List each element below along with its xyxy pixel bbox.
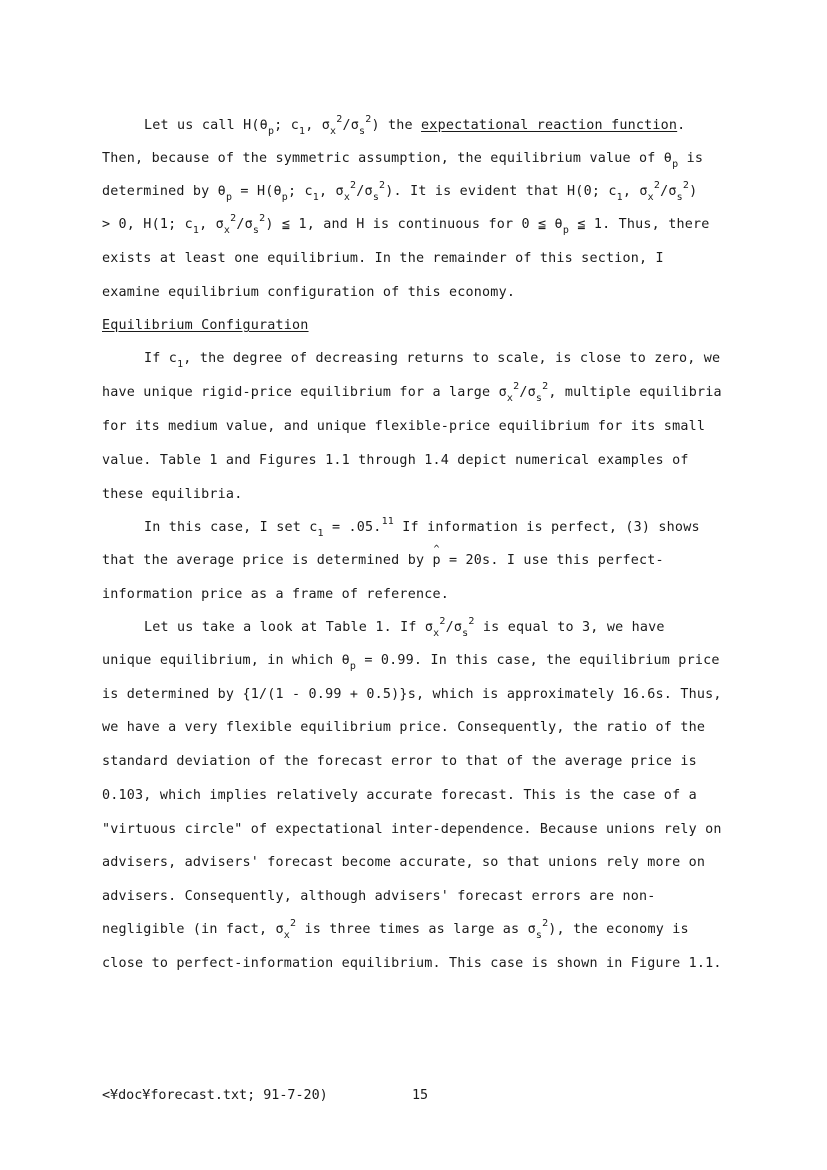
paragraph-2-line-4: value. Table 1 and Figures 1.1 through 1.4 depict numerical examples of xyxy=(102,453,689,468)
page-number: 15 xyxy=(412,1088,429,1103)
section-heading: Equilibrium Configuration xyxy=(102,318,309,333)
paragraph-1-line-5: exists at least one equilibrium. In the remainder of this section, I xyxy=(102,251,664,266)
defined-term: expectational reaction function xyxy=(421,118,678,133)
paragraph-3-line-1: In this case, I set $c_1 = .05.11$ If information is perfect, (3) shows xyxy=(144,516,700,539)
paragraph-1-line-4: > 0, H(1; $c_1$, $\sigma_x^2/\sigma_s^2$) ≦ 1, and H is continuous for 0 ≦ $\theta_p$ ≦ 1. Thus, there xyxy=(102,213,710,236)
paragraph-4-line-8: advisers, advisers' forecast become accurate, so that unions rely more on xyxy=(102,855,706,870)
footer-source: <¥doc¥forecast.txt; 91-7-20) xyxy=(102,1088,328,1103)
paragraph-4-line-7: "virtuous circle" of expectational inter-dependence. Because unions rely on xyxy=(102,822,722,837)
paragraph-4-line-3: is determined by {1/(1 - 0.99 + 0.5)}s, which is approximately 16.6s. Thus, xyxy=(102,687,722,702)
paragraph-2-line-1: If $c_1$, the degree of decreasing returns to scale, is close to zero, we xyxy=(144,351,721,370)
paragraph-4-line-9: advisers. Consequently, although advisers' forecast errors are non- xyxy=(102,889,656,904)
paragraph-4-line-4: we have a very flexible equilibrium price. Consequently, the ratio of the xyxy=(102,720,706,735)
paragraph-1-line-2: Then, because of the symmetric assumption, the equilibrium value of $\theta_p$ is xyxy=(102,151,704,170)
paragraph-4-line-11: close to perfect-information equilibrium. This case is shown in Figure 1.1. xyxy=(102,956,722,971)
paragraph-2-line-2: have unique rigid-price equilibrium for a large $\sigma_x^2/\sigma_s^2$, multiple equilibria xyxy=(102,381,722,404)
footnote-marker: 11 xyxy=(381,516,395,527)
paragraph-2-line-3: for its medium value, and unique flexible-price equilibrium for its small xyxy=(102,419,706,434)
paragraph-1-line-3: determined by $\theta_p = H(\theta_p$; $c_1$, $\sigma_x^2/\sigma_s^2$). It is evident that H(0; $c_1$, $\sigma_x^2/\sigma_s^2$) xyxy=(102,180,698,203)
paragraph-4-line-10: negligible (in fact, $\sigma_x^2$ is three times as large as $\sigma_s^2$), the economy is xyxy=(102,918,689,941)
paragraph-3-line-2: that the average price is determined by ^ p = 20s. I use this perfect- xyxy=(102,551,737,571)
paragraph-4-line-1: Let us take a look at Table 1. If $\sigma_x^2/\sigma_s^2$ is equal to 3, we have xyxy=(144,616,665,639)
paragraph-4-line-2: unique equilibrium, in which $\theta_p = 0.99$. In this case, the equilibrium price xyxy=(102,653,720,672)
paragraph-1-line-6: examine equilibrium configuration of this economy. xyxy=(102,285,516,300)
paragraph-2-line-5: these equilibria. xyxy=(102,487,243,502)
paragraph-4-line-6: 0.103, which implies relatively accurate forecast. This is the case of a xyxy=(102,788,697,803)
paragraph-1-line-1: Let us call $H(\theta_p$; $c_1$, $\sigma_x^2/\sigma_s^2$) the expectational reaction function. xyxy=(144,114,686,137)
paragraph-4-line-5: standard deviation of the forecast error to that of the average price is xyxy=(102,754,697,769)
paragraph-3-line-3: information price as a frame of reference. xyxy=(102,587,449,602)
